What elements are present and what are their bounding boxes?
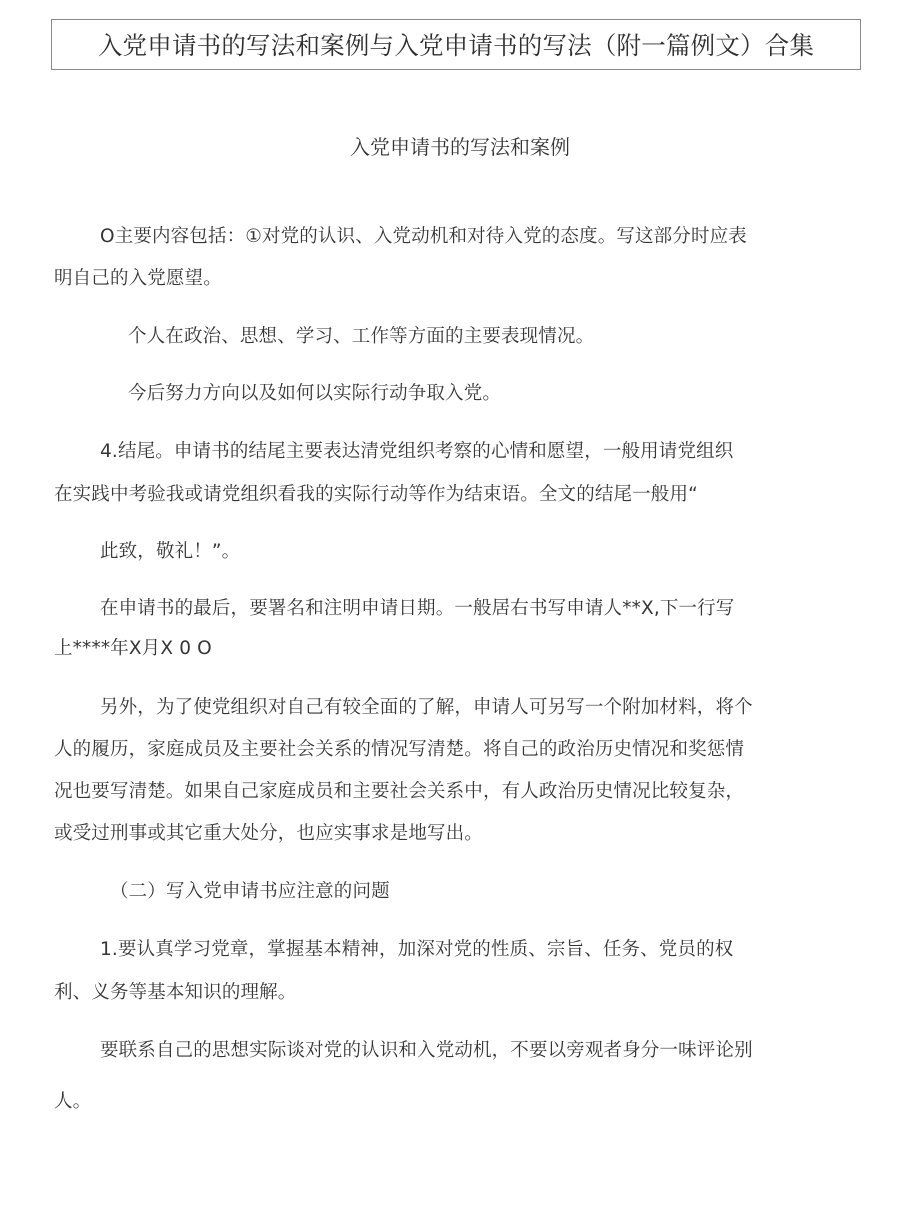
paragraph-line: 人的履历，家庭成员及主要社会关系的情况写清楚。将自己的政治历史情况和奖惩情: [54, 739, 745, 760]
paragraph-line: 或受过刑事或其它重大处分，也应实事求是地写出。: [54, 823, 483, 844]
paragraph-line: 今后努力方向以及如何以实际行动争取入党。: [128, 383, 502, 404]
paragraph-line: 4.结尾。申请书的结尾主要表达清党组织考察的心情和愿望，一般用请党组织: [100, 441, 734, 462]
document-title: 入党申请书的写法和案例与入党申请书的写法（附一篇例文）合集: [97, 31, 815, 60]
paragraph-line: 明自己的入党愿望。: [54, 268, 222, 289]
paragraph-line: 上****年X月X 0 O: [54, 638, 212, 659]
paragraph-line: O主要内容包括：①对党的认识、入党动机和对待入党的态度。写这部分时应表: [100, 226, 747, 247]
paragraph-line: 个人在政治、思想、学习、工作等方面的主要表现情况。: [128, 326, 595, 347]
paragraph-line: 在实践中考验我或请党组织看我的实际行动等作为结束语。全文的结尾一般用“: [54, 484, 698, 505]
paragraph-line: 人。: [54, 1091, 92, 1112]
paragraph-line: 1.要认真学习党章，掌握基本精神，加深对党的性质、宗旨、任务、党员的权: [100, 939, 734, 960]
paragraph-line: 另外，为了使党组织对自己有较全面的了解，申请人可另写一个附加材料，将个: [100, 697, 753, 718]
subsection-heading: （二）写入党申请书应注意的问题: [110, 881, 390, 902]
section-heading: 入党申请书的写法和案例: [350, 135, 570, 159]
paragraph-line: 在申请书的最后，要署名和注明申请日期。一般居右书写申请人**X,下一行写: [100, 598, 735, 619]
paragraph-line: 利、义务等基本知识的理解。: [54, 982, 297, 1003]
paragraph-line: 要联系自己的思想实际谈对党的认识和入党动机，不要以旁观者身分一味评论别: [100, 1040, 753, 1061]
paragraph-line: 此致，敬礼！”。: [100, 541, 241, 562]
document-title-box: [51, 19, 861, 70]
paragraph-line: 况也要写清楚。如果自己家庭成员和主要社会关系中，有人政治历史情况比较复杂，: [54, 781, 745, 802]
